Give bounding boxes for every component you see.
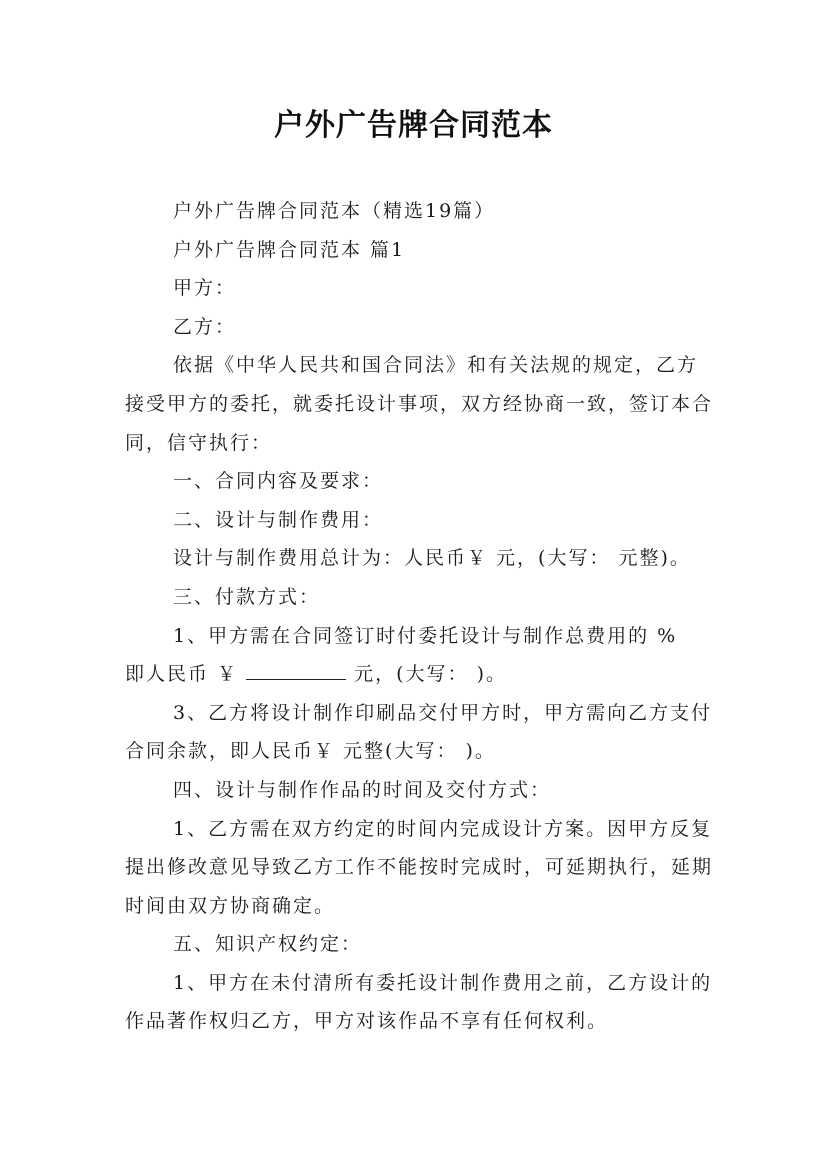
paragraph-party-b: 乙方：	[173, 315, 237, 338]
paragraph-clause-5-heading: 五、知识产权约定：	[173, 933, 363, 956]
paragraph-preamble: 依据《中华人民共和国合同法》和有关法规的规定，乙方接受甲方的委托，就委托设计事项，双方经协商一致，签订本合同，信守执行：	[125, 354, 714, 454]
paragraph-payment-3: 3、乙方将设计制作印刷品交付甲方时，甲方需向乙方支付合同余款，即人民币￥ 元整(大写： )。	[125, 701, 713, 763]
payment-1-text: 1、甲方需在合同签订时付委托设计与制作总费用的 %	[173, 624, 678, 647]
paragraph-ip-1: 1、甲方在未付清所有委托设计制作费用之前，乙方设计的作品著作权归乙方，甲方对该作品不享有任何权利。	[125, 971, 713, 1033]
payment-1-prefix: 即人民币 ￥	[125, 663, 239, 686]
paragraph-clause-2-heading: 二、设计与制作费用：	[173, 508, 384, 531]
paragraph-clause-3-heading: 三、付款方式：	[173, 585, 321, 608]
paragraph-clause-4-heading: 四、设计与制作作品的时间及交付方式：	[173, 778, 552, 801]
paragraph-delivery-1: 1、乙方需在双方约定的时间内完成设计方案。因甲方反复提出修改意见导致乙方工作不能按时完成时，可延期执行，延期时间由双方协商确定。	[125, 817, 714, 917]
paragraph-payment-1	[125, 617, 715, 656]
document-body	[125, 192, 715, 1041]
paragraph-payment-1-cont	[125, 655, 715, 694]
document-title: 户外广告牌合同范本	[274, 108, 553, 143]
paragraph-clause-1-heading: 一、合同内容及要求：	[173, 470, 384, 493]
paragraph-section-heading: 户外广告牌合同范本 篇1	[173, 238, 406, 261]
paragraph-fee-total: 设计与制作费用总计为：人民币￥ 元，(大写： 元整)。	[173, 547, 691, 570]
paragraph-subtitle: 户外广告牌合同范本（精选19篇）	[173, 200, 496, 222]
paragraph-party-a: 甲方：	[173, 277, 237, 300]
amount-blank	[246, 679, 346, 680]
payment-1-suffix: 元，(大写： )。	[354, 663, 508, 686]
